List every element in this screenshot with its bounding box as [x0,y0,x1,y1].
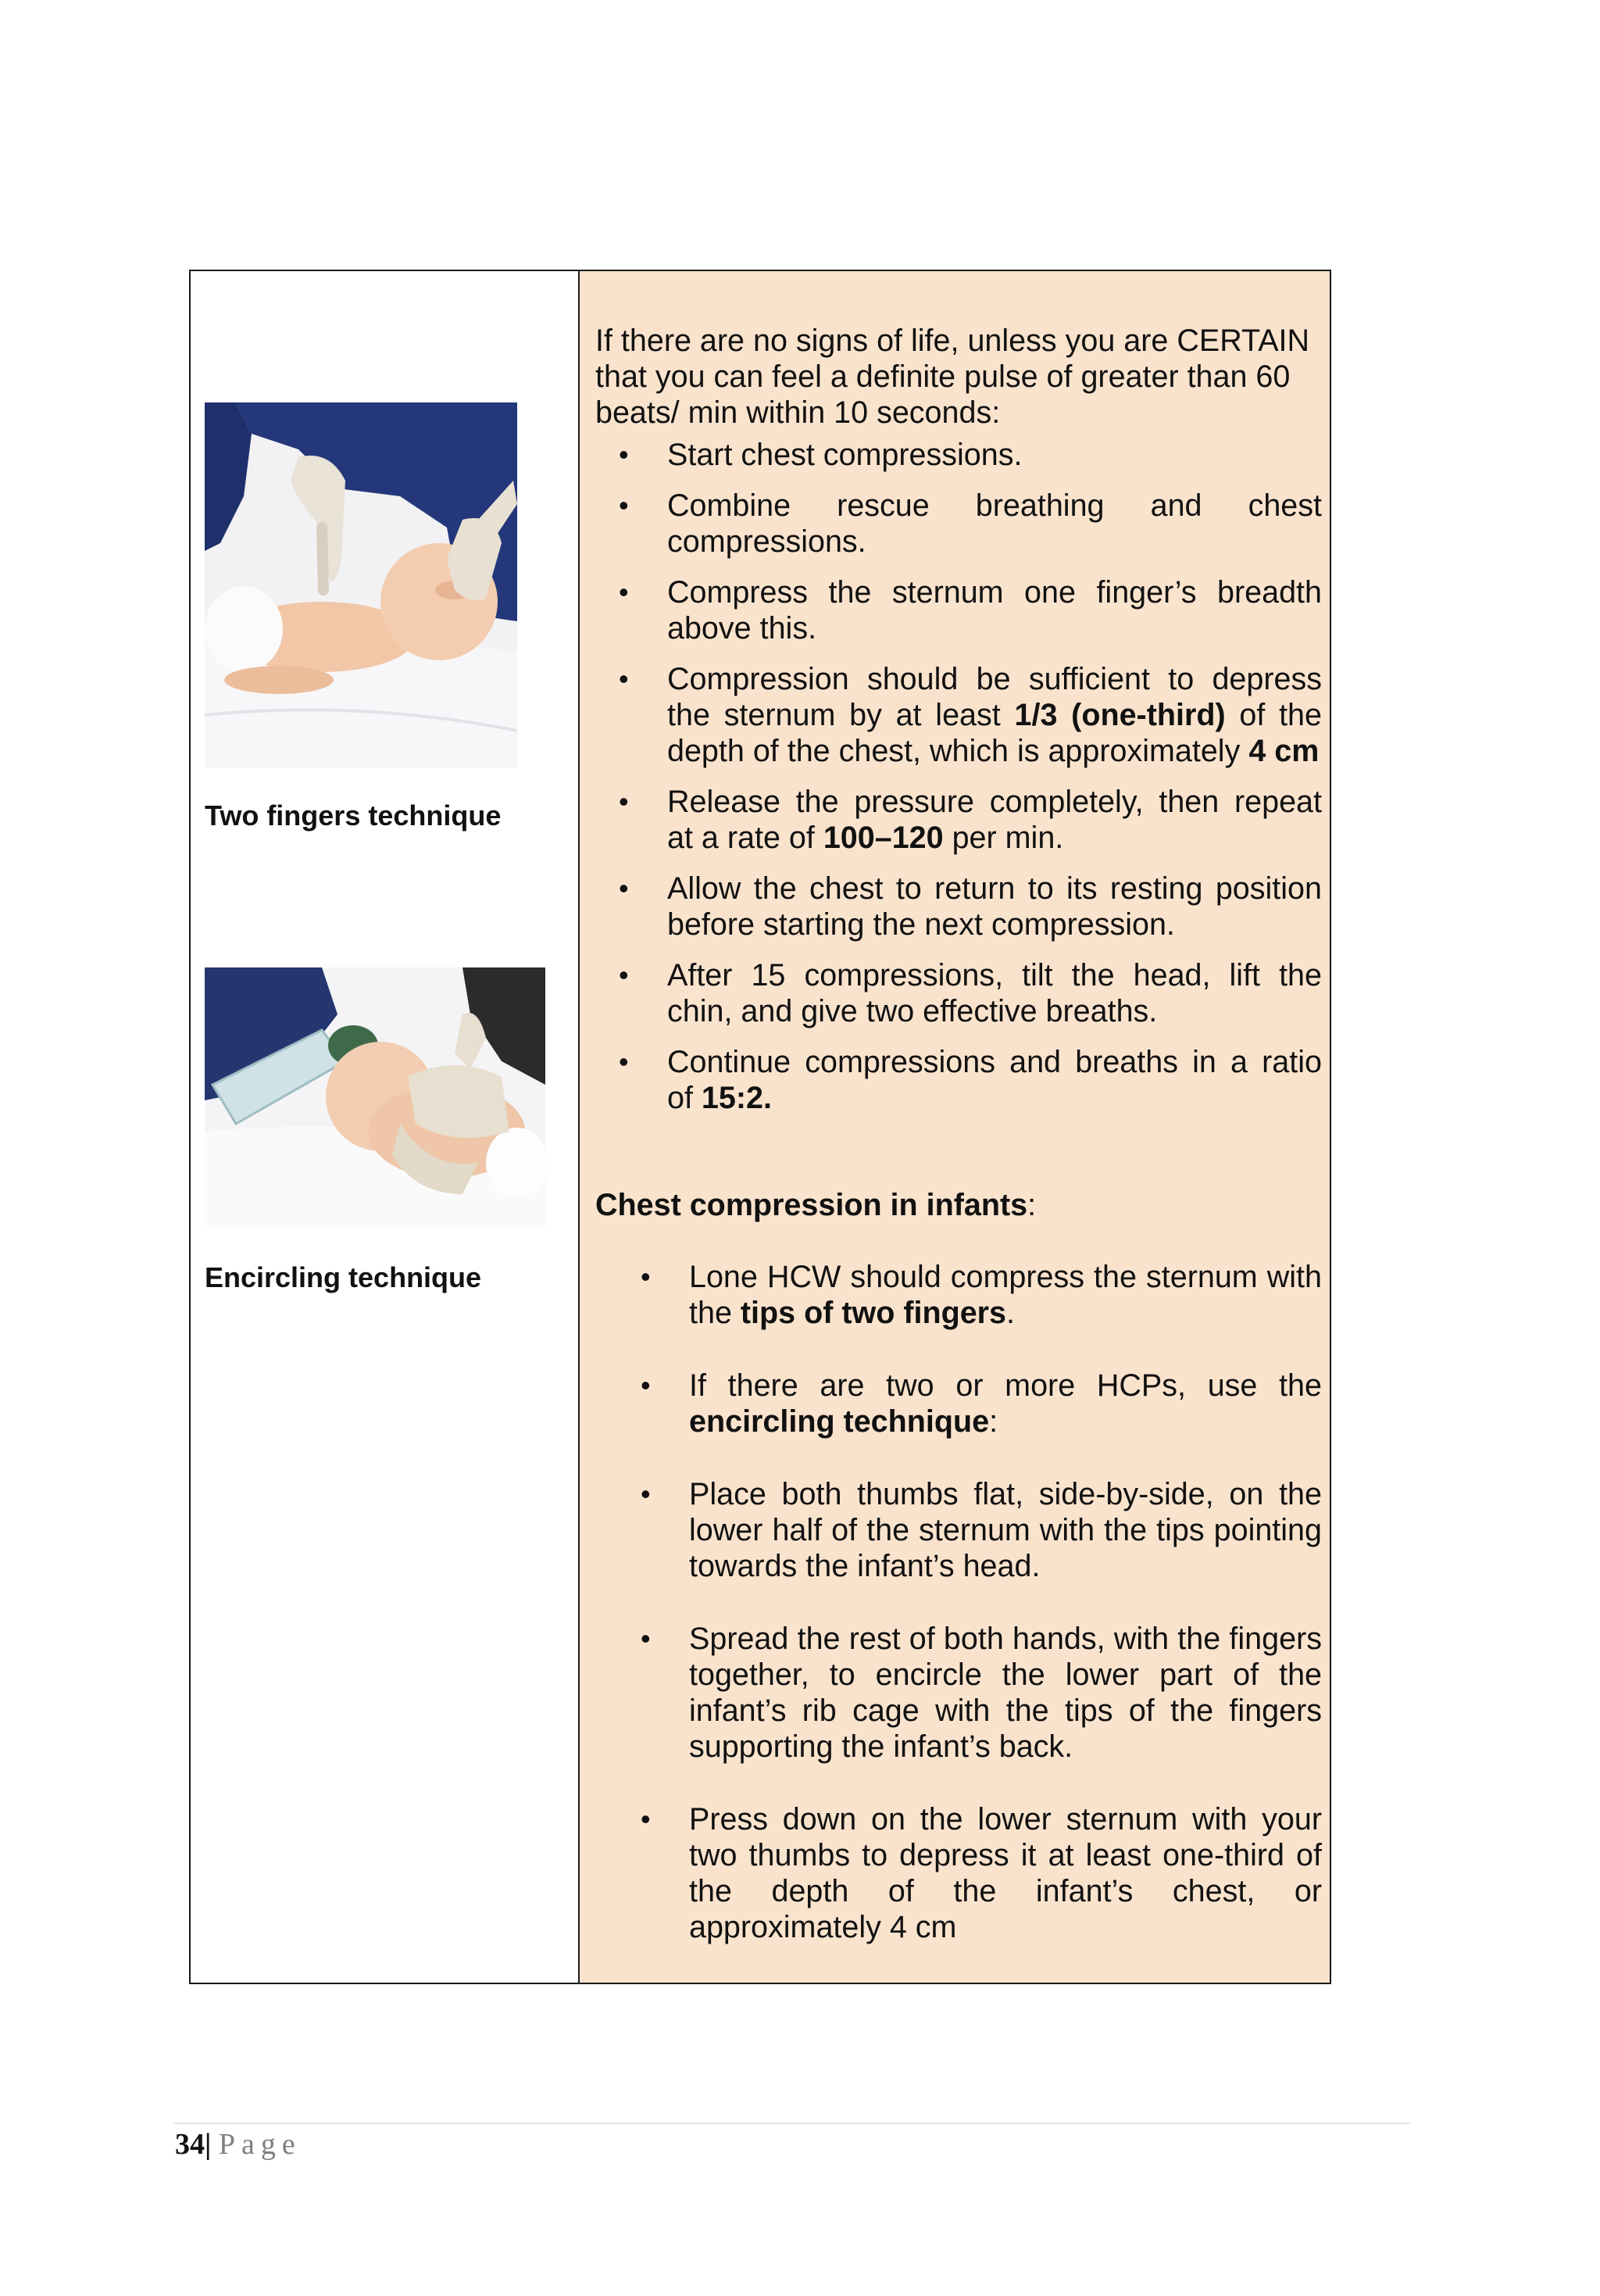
compression-steps-list [595,437,1322,1131]
text: Combine rescue breathing and chest compressions. [667,488,1322,559]
text: Spread the rest of both hands, with the fingers together, to encircle the lower part of the infant’s rib cage with the tips of the fingers supporting the infant’s back. [689,1622,1322,1764]
compression-step-item [595,784,1322,856]
page-footer [175,2127,302,2162]
footer-divider [173,2123,1411,2124]
bold-text: tips of two fingers [740,1296,1007,1330]
infant-step-item [595,1801,1322,1945]
text: of the depth of the chest, which is approximately [667,698,1322,768]
bold-text: 4 cm [1248,734,1320,768]
text: After 15 compressions, tilt the head, lift the chin, and give two effective breaths. [667,958,1322,1028]
two-fingers-caption: Two fingers technique [205,799,502,831]
bold-text: 15:2. [701,1081,772,1115]
bold-text: 100–120 [823,821,944,855]
infant-step-item [595,1259,1322,1331]
text: Lone HCW should compress the sternum with the [689,1260,1322,1330]
compression-step-item [595,871,1322,942]
instructions-column [580,271,1330,1983]
content-table [189,270,1331,1984]
bold-text: 1/3 (one-third) [1014,698,1226,732]
page-label: Page [218,2128,302,2161]
compression-step-item [595,437,1322,473]
infant-step-item [595,1621,1322,1765]
compression-step-item [595,957,1322,1029]
text: Press down on the lower sternum with your two thumbs to depress it at least one-third of the depth of the infant’s chest, or approximately 4 cm [689,1802,1322,1944]
text: Compression should be sufficient to depress the sternum by at least [667,662,1322,732]
intro-paragraph: If there are no signs of life, unless you are CERTAIN that you can feel a definite pulse of greater than 60 beats/ min within 10 seconds: [595,324,1310,430]
compression-step-item [595,488,1322,560]
infant-compression-heading-text: Chest compression in infants [595,1188,1028,1222]
text: : [989,1404,998,1439]
infant-steps-list [595,1259,1322,1982]
text: Continue compressions and breaths in a ratio of [667,1045,1322,1115]
text: Place both thumbs flat, side-by-side, on the lower half of the sternum with the tips pointing towards the infant’s head. [689,1477,1322,1583]
text: If there are two or more HCPs, use the [689,1368,1322,1403]
image-column [191,271,580,1983]
text: Start chest compressions. [667,438,1023,472]
bold-text: encircling technique [689,1404,990,1439]
heading-colon: : [1027,1188,1037,1222]
compression-step-item [595,574,1322,646]
text: per min. [943,821,1064,855]
text: Allow the chest to return to its resting position before starting the next compression. [667,871,1322,942]
page-number: 34 [175,2128,205,2161]
text: . [1006,1296,1016,1330]
text: Release the pressure completely, then repeat at a rate of [667,785,1322,855]
infant-step-item [595,1368,1322,1439]
page-separator: | [205,2128,212,2161]
encircling-caption: Encircling technique [205,1261,482,1293]
text: Compress the sternum one finger’s breadth above this. [667,575,1322,646]
two-fingers-technique-photo [205,402,517,768]
infant-step-item [595,1476,1322,1584]
compression-step-item [595,661,1322,769]
compression-step-item [595,1044,1322,1116]
infant-compression-heading [595,1187,1322,1223]
encircling-technique-photo [205,967,545,1227]
